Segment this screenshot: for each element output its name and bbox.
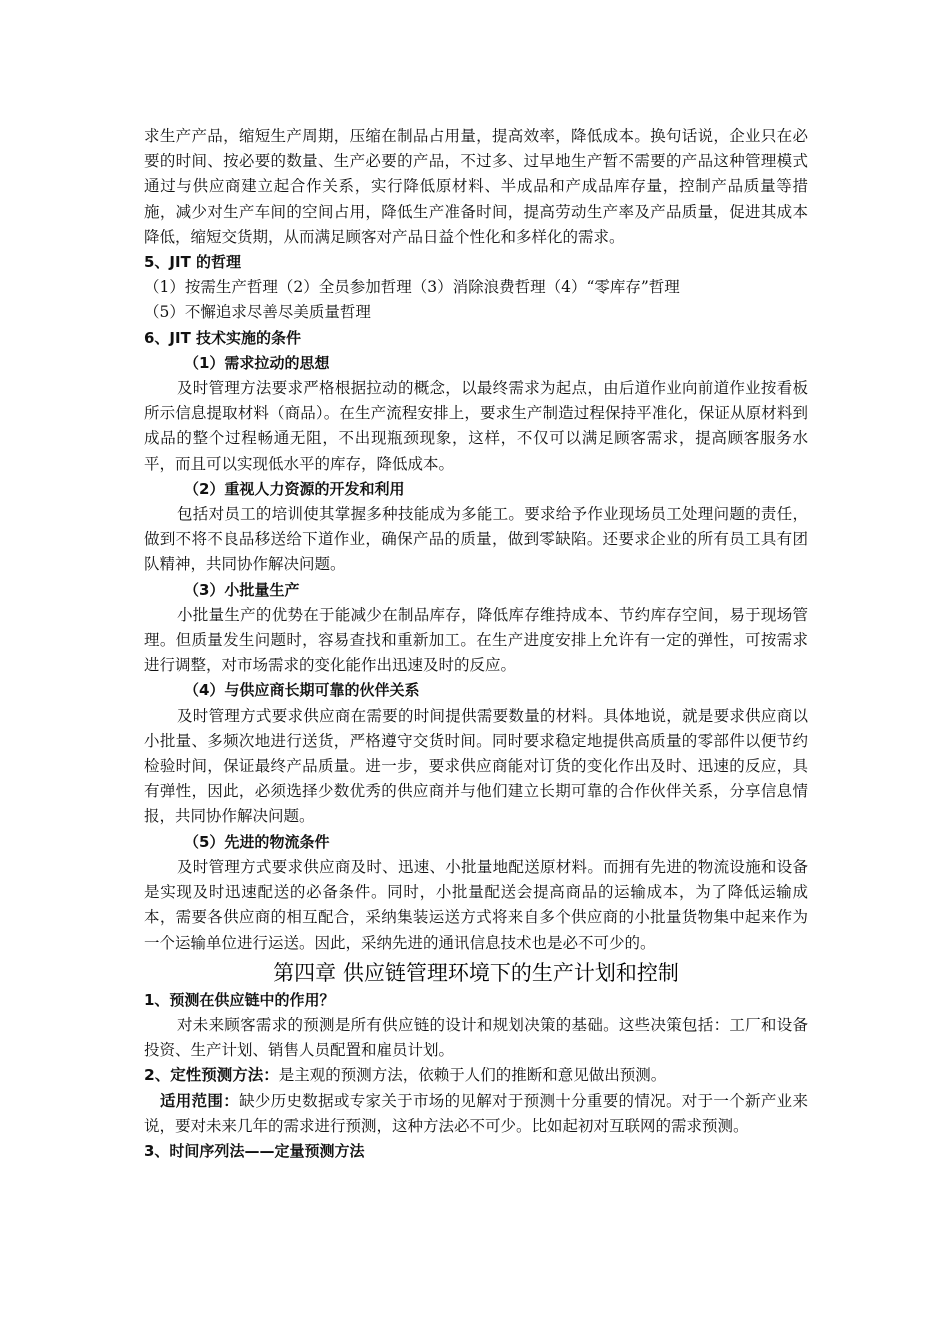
section-5-heading: 5、JIT 的哲理	[144, 253, 242, 272]
scope-text: 缺少历史数据或专家关于市场的见解对于预测十分重要的情况。对于一个新产业来说，要对未来几年的需求进行预测，这种方法必不可少。比如起初对互联网的需求预测。	[144, 1091, 808, 1135]
subsection-2-title: （2）重视人力资源的开发和利用	[184, 479, 405, 498]
document-page	[144, 124, 808, 1164]
section-6-heading: 6、JIT 技术实施的条件	[144, 328, 302, 347]
subsection-3-title: （3）小批量生产	[184, 580, 300, 599]
scope-label: 适用范围：	[160, 1091, 240, 1110]
question-1-text: 对未来顾客需求的预测是所有供应链的设计和规划决策的基础。这些决策包括：工厂和设备投资、生产计划、销售人员配置和雇员计划。	[144, 1015, 808, 1060]
subsection-2-text: 包括对员工的培训使其掌握多种技能成为多能工。要求给予作业现场员工处理问题的责任，做到不将不良品移送给下道作业，确保产品的质量，做到零缺陷。还要求企业的所有员工具有团队精神，共同协作解决问题。	[144, 505, 808, 574]
question-1-heading: 1、预测在供应链中的作用？	[144, 990, 335, 1009]
chapter-title: 第四章 供应链管理环境下的生产计划和控制	[273, 960, 679, 985]
subsection-4-title: （4）与供应商长期可靠的伙伴关系	[184, 681, 420, 700]
question-2-text: 是主观的预测方法，依赖于人们的推断和意见做出预测。	[278, 1066, 667, 1085]
section-5-line-2: （5）不懈追求尽善尽美质量哲理	[144, 303, 371, 322]
subsection-5-title: （5）先进的物流条件	[184, 832, 330, 851]
subsection-1-text: 及时管理方法要求严格根据拉动的概念，以最终需求为起点，由后道作业向前道作业按看板所示信息提取材料（商品）。在生产流程安排上，要求生产制造过程保持平准化，保证从原材料到成品的整个过程畅通无阻，不出现瓶颈现象，这样，不仅可以满足顾客需求，提高顾客服务水平，而且可以实现低水平的库存，降低成本。	[144, 379, 808, 473]
question-3-heading: 3、时间序列法——定量预测方法	[144, 1141, 365, 1160]
subsection-5-text: 及时管理方式要求供应商及时、迅速、小批量地配送原材料。而拥有先进的物流设施和设备是实现及时迅速配送的必备条件。同时，小批量配送会提高商品的运输成本，为了降低运输成本，需要各供应商的相互配合，采纳集装运送方式将来自多个供应商的小批量货物集中起来作为一个运输单位进行运送。因此，采纳先进的通讯信息技术也是必不可少的。	[144, 857, 808, 952]
scope-paragraph	[144, 1089, 808, 1139]
subsection-3-text: 小批量生产的优势在于能减少在制品库存，降低库存维持成本、节约库存空间，易于现场管理。但质量发生问题时，容易查找和重新加工。在生产进度安排上允许有一定的弹性，可按需求进行调整，对市场需求的变化能作出迅速及时的反应。	[144, 605, 808, 675]
intro-paragraph: 求生产产品，缩短生产周期，压缩在制品占用量，提高效率，降低成本。换句话说，企业只在必要的时间、按必要的数量、生产必要的产品，不过多、过早地生产暂不需要的产品这种管理模式通过与供应商建立起合作关系，实行降低原材料、半成品和产成品库存量，控制产品质量等措施，减少对生产车间的空间占用，降低生产准备时间，提高劳动生产率及产品质量，促进其成本降低，缩短交货期，从而满足顾客对产品日益个性化和多样化的需求。	[144, 127, 808, 246]
question-2-heading: 2、定性预测方法：	[144, 1066, 279, 1085]
subsection-4-text: 及时管理方式要求供应商在需要的时间提供需要数量的材料。具体地说，就是要求供应商以小批量、多频次地进行送货，严格遵守交货时间。同时要求稳定地提供高质量的零部件以便节约检验时间，保证最终产品质量。进一步，要求供应商能对订货的变化作出及时、迅速的反应，具有弹性，因此，必须选择少数优秀的供应商并与他们建立长期可靠的合作伙伴关系，分享信息情报，共同协作解决问题。	[144, 706, 808, 826]
section-5-line-1: （1）按需生产哲理（2）全员参加哲理（3）消除浪费哲理（4）“零库存”哲理	[144, 278, 680, 297]
subsection-1-title: （1）需求拉动的思想	[184, 353, 330, 372]
question-2-line	[144, 1063, 808, 1088]
